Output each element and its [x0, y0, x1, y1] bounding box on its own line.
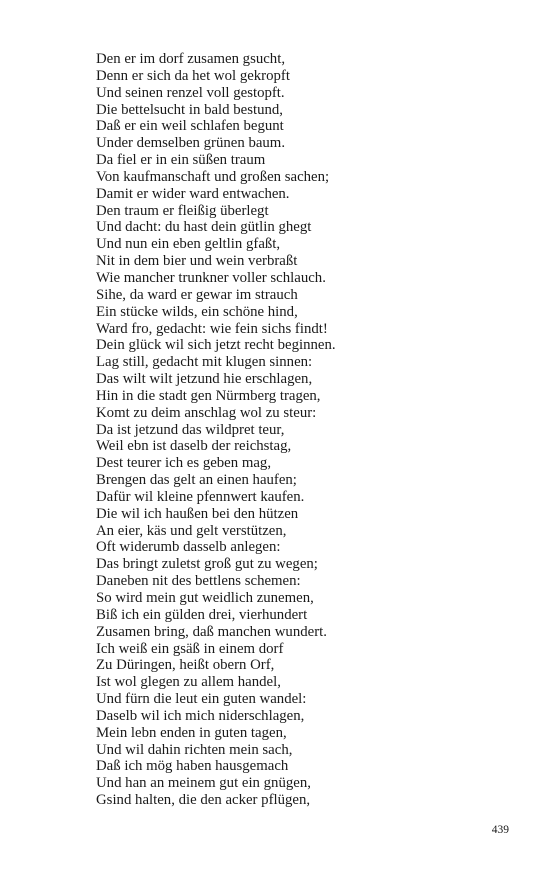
verse-line: Biß ich ein gülden drei, vierhundert: [96, 606, 308, 623]
verse-line: Und seinen renzel voll gestopft.: [96, 84, 285, 101]
verse-line: Gsind halten, die den acker pflügen,: [96, 792, 311, 809]
verse-line: Wie mancher trunkner voller schlauch.: [96, 269, 326, 286]
verse-line: Daselb wil ich mich niderschlagen,: [96, 707, 305, 724]
verse-line: Under demselben grünen baum.: [96, 135, 286, 152]
verse-line: Dein glück wil sich jetzt recht beginnen.: [96, 337, 336, 354]
verse-line: Hin in die stadt gen Nürmberg tragen,: [96, 387, 321, 404]
verse-line: Dafür wil kleine pfennwert kaufen.: [96, 488, 305, 505]
verse-line: Ist wol glegen zu allem handel,: [96, 674, 281, 691]
verse-line: Da ist jetzund das wildpret teur,: [96, 421, 285, 438]
verse-line: So wird mein gut weidlich zunemen,: [96, 590, 314, 606]
verse-line: Dest teurer ich es geben mag,: [96, 455, 272, 472]
verse-line: Mein lebn enden in guten tagen,: [96, 724, 287, 741]
verse-line: Und wil dahin richten mein sach,: [96, 741, 293, 758]
verse-line: Lag still, gedacht mit klugen sinnen:: [96, 354, 313, 371]
verse-line: Die bettelsucht in bald bestund,: [96, 101, 283, 118]
verse-line: Von kaufmanschaft und großen sachen;: [96, 168, 330, 185]
verse-line: Da fiel er in ein süßen traum: [96, 152, 266, 169]
verse-line: Und han an meinem gut ein gnügen,: [96, 775, 311, 792]
verse-line: An eier, käs und gelt verstützen,: [96, 522, 287, 539]
verse-line: Daß er ein weil schlafen begunt: [96, 118, 284, 135]
verse-line: Zu Düringen, heißt obern Orf,: [96, 657, 275, 674]
verse-line: Sihe, da ward er gewar im strauch: [96, 286, 298, 303]
verse-line: Damit er wider ward entwachen.: [96, 185, 290, 202]
verse-line: Das wilt wilt jetzund hie erschlagen,: [96, 371, 313, 388]
verse-line: Weil ebn ist daselb der reichstag,: [96, 438, 292, 455]
verse-line: Ward fro, gedacht: wie fein sichs findt!: [96, 320, 328, 337]
verse-line: Und fürn die leut ein guten wandel:: [96, 691, 307, 708]
verse-line: Brengen das gelt an einen haufen;: [96, 472, 297, 489]
verse-line: Denn er sich da het wol gekropft: [96, 67, 290, 84]
poem-text: [96, 51, 516, 809]
verse-line: Zusamen bring, daß manchen wundert.: [96, 623, 327, 640]
page-number: 439: [491, 824, 509, 836]
verse-line: Oft widerumb dasselb anlegen:: [96, 539, 281, 556]
verse-line: Und nun ein eben geltlin gfaßt,: [96, 236, 281, 253]
verse-line: Daneben nit des bettlens schemen:: [96, 573, 301, 590]
verse-line: Ein stücke wilds, ein schöne hind,: [96, 303, 298, 320]
verse-line: Komt zu deim anschlag wol zu steur:: [96, 404, 317, 421]
verse-line: Und dacht: du hast dein gütlin ghegt: [96, 219, 312, 236]
verse-line: Ich weiß ein gsäß in einem dorf: [96, 640, 284, 657]
verse-line: Den traum er fleißig überlegt: [96, 202, 269, 219]
verse-line: Daß ich mög haben hausgemach: [96, 758, 289, 775]
verse-line: Nit in dem bier und wein verbraßt: [96, 253, 298, 270]
verse-line: Den er im dorf zusamen gsucht,: [96, 51, 286, 67]
verse-line: Die wil ich haußen bei den hützen: [96, 505, 299, 522]
verse-line: Das bringt zuletst groß gut zu wegen;: [96, 556, 318, 573]
